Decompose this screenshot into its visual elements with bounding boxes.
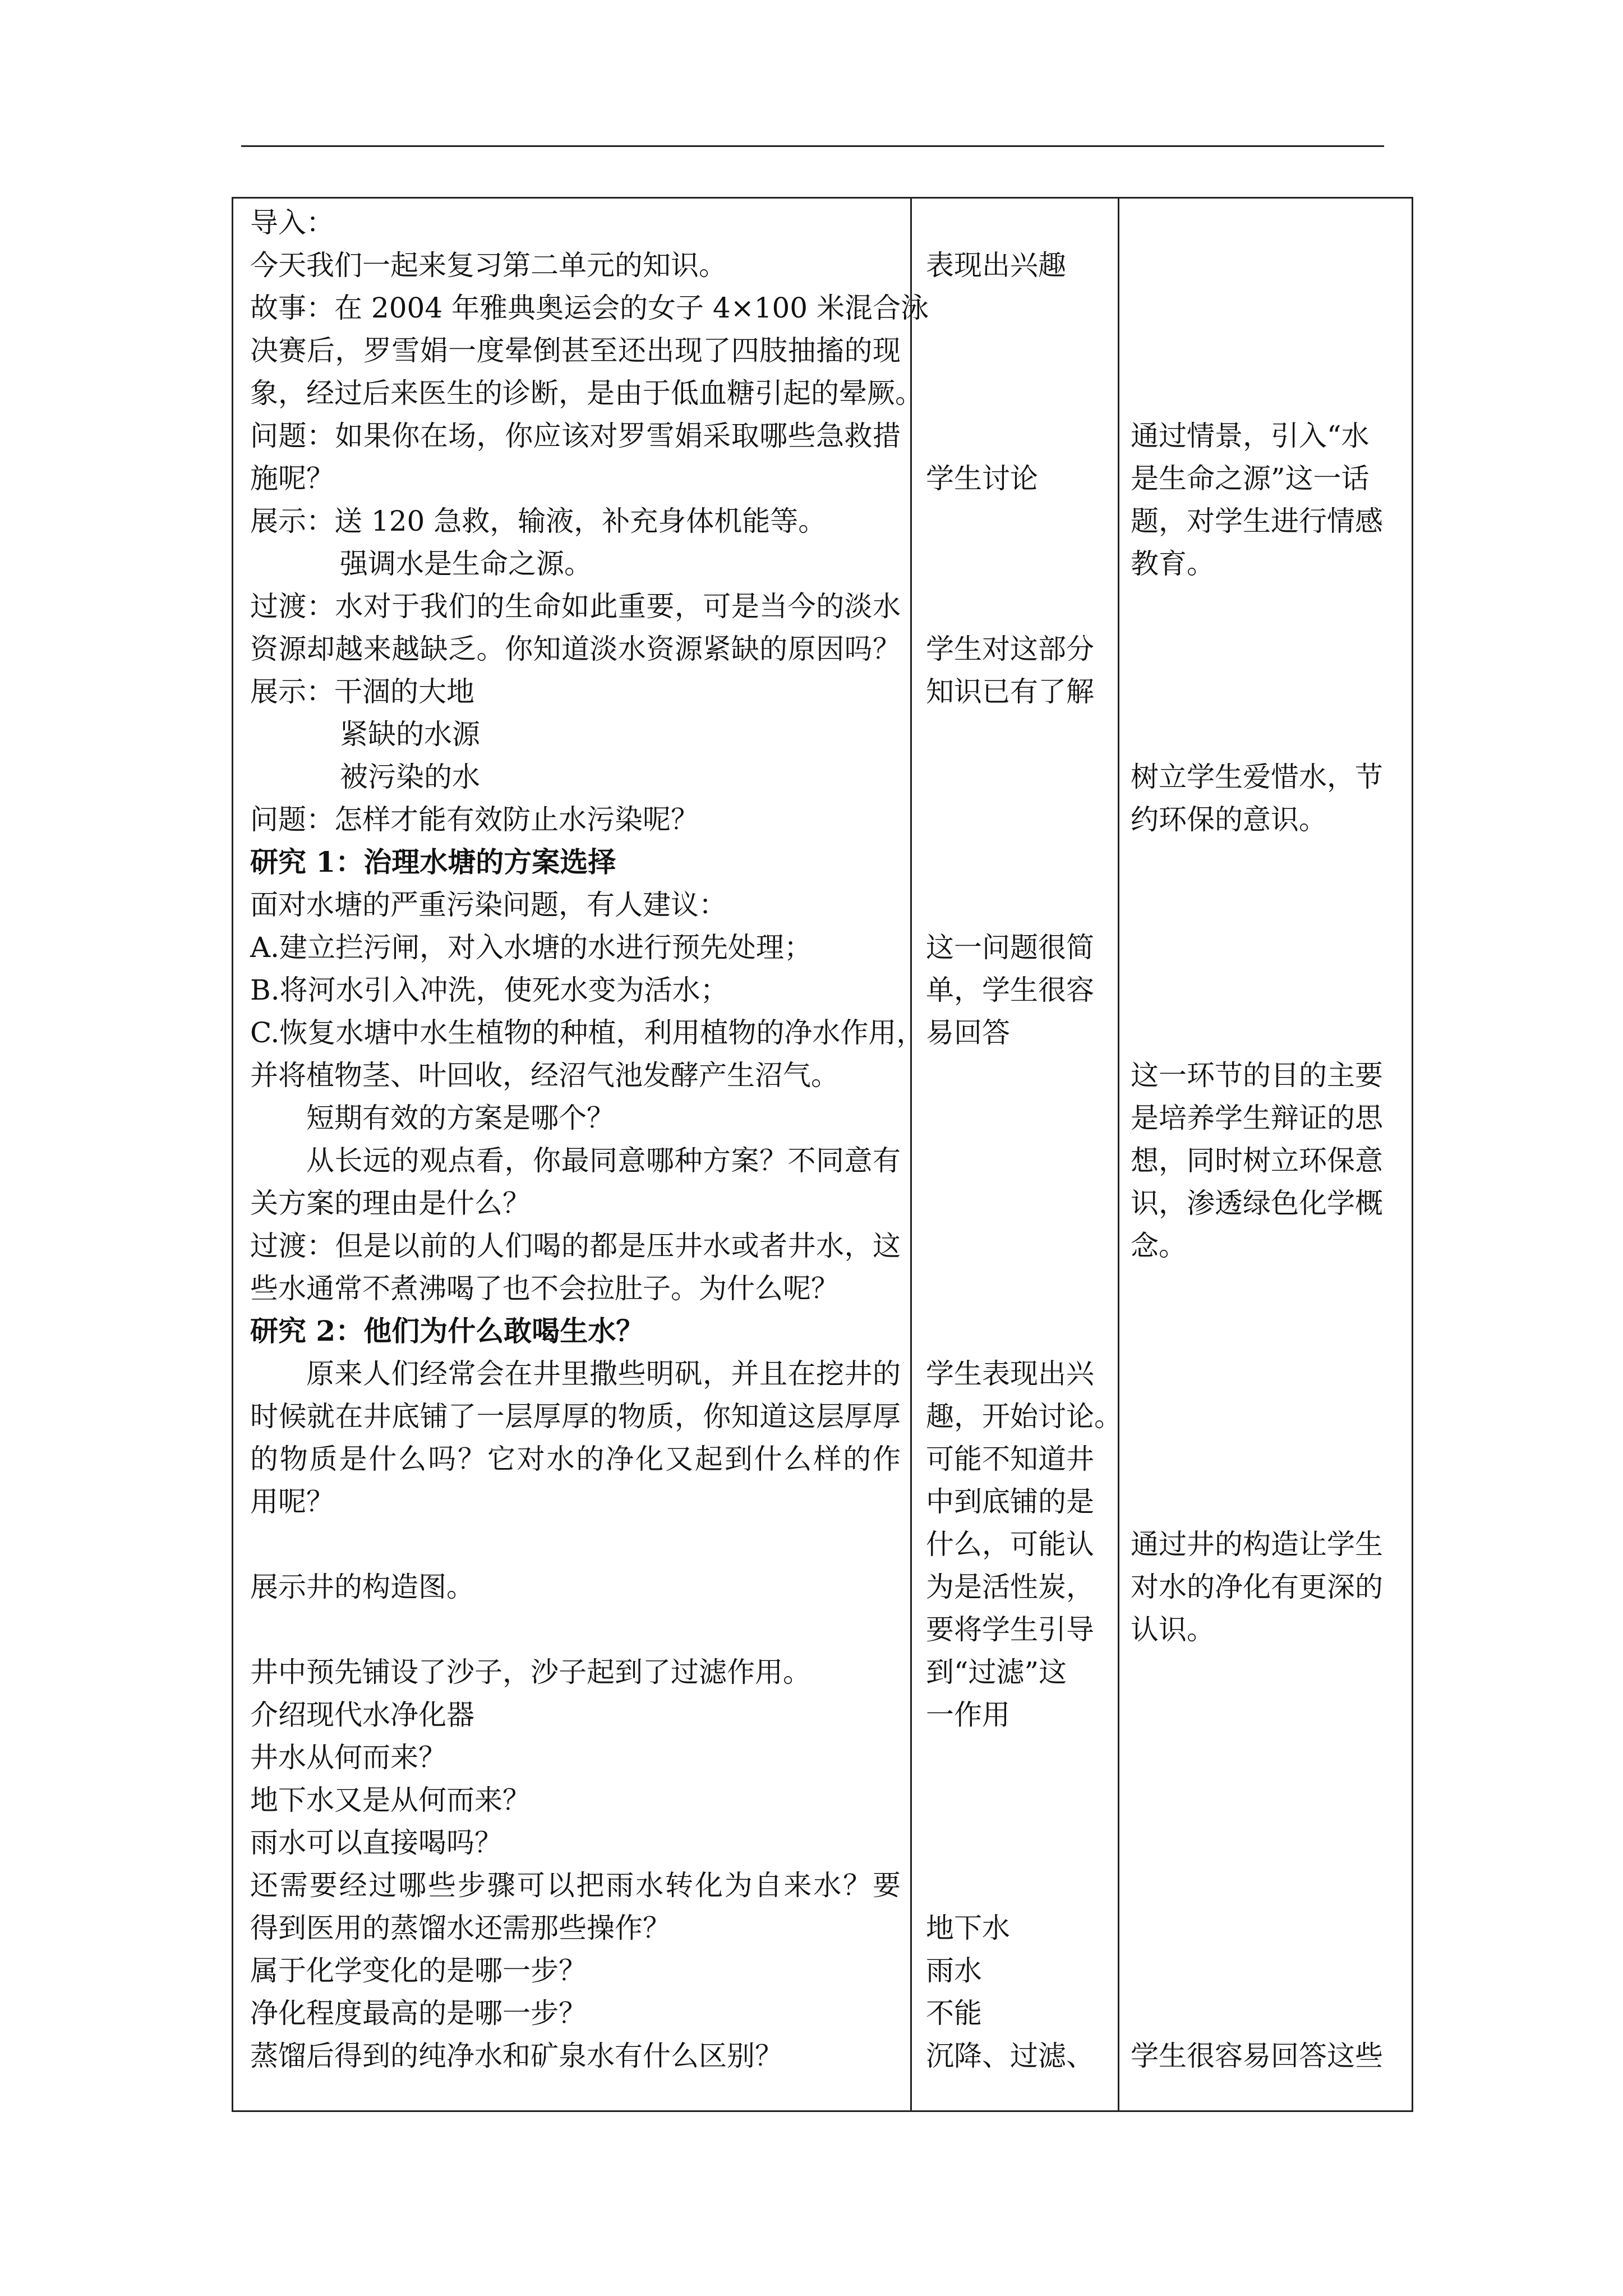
text-line: 强调水是生命之源。	[340, 547, 592, 580]
text-line: 教育。	[1131, 547, 1215, 580]
text-line: 是生命之源”这一话	[1131, 462, 1370, 495]
text-line: 中到底铺的是	[926, 1485, 1094, 1518]
text-line: 过渡：但是以前的人们喝的都是压井水或者井水，这	[250, 1230, 901, 1262]
text-line: 决赛后，罗雪娟一度晕倒甚至还出现了四肢抽搐的现	[250, 334, 901, 367]
text-line: 到“过滤”这	[926, 1656, 1067, 1688]
section-heading: 研究 1：治理水塘的方案选择	[250, 845, 616, 878]
text-line: 属于化学变化的是哪一步？	[250, 1954, 587, 1987]
text-line: 学生很容易回答这些	[1131, 2040, 1383, 2072]
text-line: 单，学生很容	[926, 974, 1094, 1006]
text-line: 原来人们经常会在井里撒些明矾，并且在挖井的	[306, 1358, 901, 1390]
lesson-plan-table	[232, 197, 1413, 2112]
text-line: 介绍现代水净化器	[250, 1699, 474, 1731]
text-line: 题，对学生进行情感	[1131, 505, 1383, 537]
text-line: 井中预先铺设了沙子，沙子起到了过滤作用。	[250, 1656, 811, 1688]
text-line: 易回答	[926, 1016, 1010, 1049]
text-line: 还需要经过哪些步骤可以把雨水转化为自来水？要	[250, 1869, 901, 1902]
text-line: 想，同时树立环保意	[1131, 1144, 1383, 1177]
text-line: 为是活性炭，	[926, 1571, 1094, 1603]
text-line: A.建立拦污闸，对入水塘的水进行预先处理；	[250, 931, 813, 964]
text-line: C.恢复水塘中水生植物的种植，利用植物的净水作用，	[250, 1016, 925, 1049]
text-line: 是培养学生辩证的思	[1131, 1102, 1383, 1134]
text-line: B.将河水引入冲洗，使死水变为活水；	[250, 974, 728, 1006]
text-line: 沉降、过滤、	[926, 2040, 1094, 2072]
text-line: 时候就在井底铺了一层厚厚的物质，你知道这层厚厚	[250, 1400, 901, 1433]
text-line: 象，经过后来医生的诊断，是由于低血糖引起的晕厥。	[250, 377, 923, 409]
text-line: 的物质是什么吗？它对水的净化又起到什么样的作	[250, 1443, 901, 1475]
text-line: 被污染的水	[340, 761, 480, 793]
text-line: 净化程度最高的是哪一步？	[250, 1997, 587, 2030]
text-line: 这一问题很简	[926, 931, 1094, 964]
text-line: 念。	[1131, 1230, 1187, 1262]
text-line: 资源却越来越缺乏。你知道淡水资源紧缺的原因吗？	[250, 633, 901, 665]
column-divider-1	[910, 199, 912, 2110]
text-line: 蒸馏后得到的纯净水和矿泉水有什么区别？	[250, 2040, 783, 2072]
text-line: 井水从何而来？	[250, 1741, 446, 1774]
text-line: 用呢？	[250, 1485, 334, 1518]
text-line: 问题：怎样才能有效防止水污染呢？	[250, 803, 699, 836]
text-line: 通过情景，引入“水	[1131, 420, 1370, 452]
text-line: 地下水又是从何而来？	[250, 1784, 531, 1816]
column-divider-2	[1118, 199, 1119, 2110]
text-line: 雨水可以直接喝吗？	[250, 1826, 502, 1859]
text-line: 展示井的构造图。	[250, 1571, 474, 1603]
text-line: 通过井的构造让学生	[1131, 1528, 1383, 1561]
text-line: 学生对这部分	[926, 633, 1094, 665]
text-line: 并将植物茎、叶回收，经沼气池发酵产生沼气。	[250, 1059, 839, 1092]
text-line: 趣，开始讨论。	[926, 1400, 1122, 1433]
text-line: 故事：在 2004 年雅典奥运会的女子 4×100 米混合泳	[250, 292, 929, 324]
text-line: 问题：如果你在场，你应该对罗雪娟采取哪些急救措	[250, 420, 901, 452]
text-line: 导入：	[250, 206, 334, 239]
text-line: 不能	[926, 1997, 982, 2030]
text-line: 认识。	[1131, 1613, 1215, 1646]
text-line: 些水通常不煮沸喝了也不会拉肚子。为什么呢？	[250, 1272, 839, 1305]
text-line: 过渡：水对于我们的生命如此重要，可是当今的淡水	[250, 590, 901, 623]
text-line: 一作用	[926, 1699, 1010, 1731]
text-line: 得到医用的蒸馏水还需那些操作？	[250, 1912, 671, 1944]
text-line: 展示：送 120 急救，输液，补充身体机能等。	[250, 505, 827, 537]
section-heading: 研究 2：他们为什么敢喝生水？	[250, 1314, 644, 1347]
text-line: 学生表现出兴	[926, 1358, 1094, 1390]
text-line: 关方案的理由是什么？	[250, 1187, 531, 1220]
text-line: 施呢？	[250, 462, 334, 495]
text-line: 面对水塘的严重污染问题，有人建议：	[250, 889, 727, 921]
text-line: 可能不知道井	[926, 1443, 1094, 1475]
text-line: 雨水	[926, 1954, 982, 1987]
text-line: 对水的净化有更深的	[1131, 1571, 1383, 1603]
text-line: 约环保的意识。	[1131, 803, 1327, 836]
text-line: 地下水	[926, 1912, 1010, 1944]
text-line: 什么，可能认	[926, 1528, 1094, 1561]
text-line: 表现出兴趣	[926, 249, 1066, 282]
text-line: 紧缺的水源	[340, 718, 480, 751]
text-line: 这一环节的目的主要	[1131, 1059, 1383, 1092]
text-line: 识，渗透绿色化学概	[1131, 1187, 1383, 1220]
text-line: 展示：干涸的大地	[250, 675, 474, 708]
text-line: 树立学生爱惜水，节	[1131, 761, 1383, 793]
text-line: 要将学生引导	[926, 1613, 1094, 1646]
text-line: 学生讨论	[926, 462, 1038, 495]
text-line: 从长远的观点看，你最同意哪种方案？不同意有	[306, 1144, 901, 1177]
text-line: 知识已有了解	[926, 675, 1094, 708]
header-rule	[241, 145, 1384, 147]
text-line: 今天我们一起来复习第二单元的知识。	[250, 249, 727, 282]
text-line: 短期有效的方案是哪个？	[306, 1102, 615, 1134]
